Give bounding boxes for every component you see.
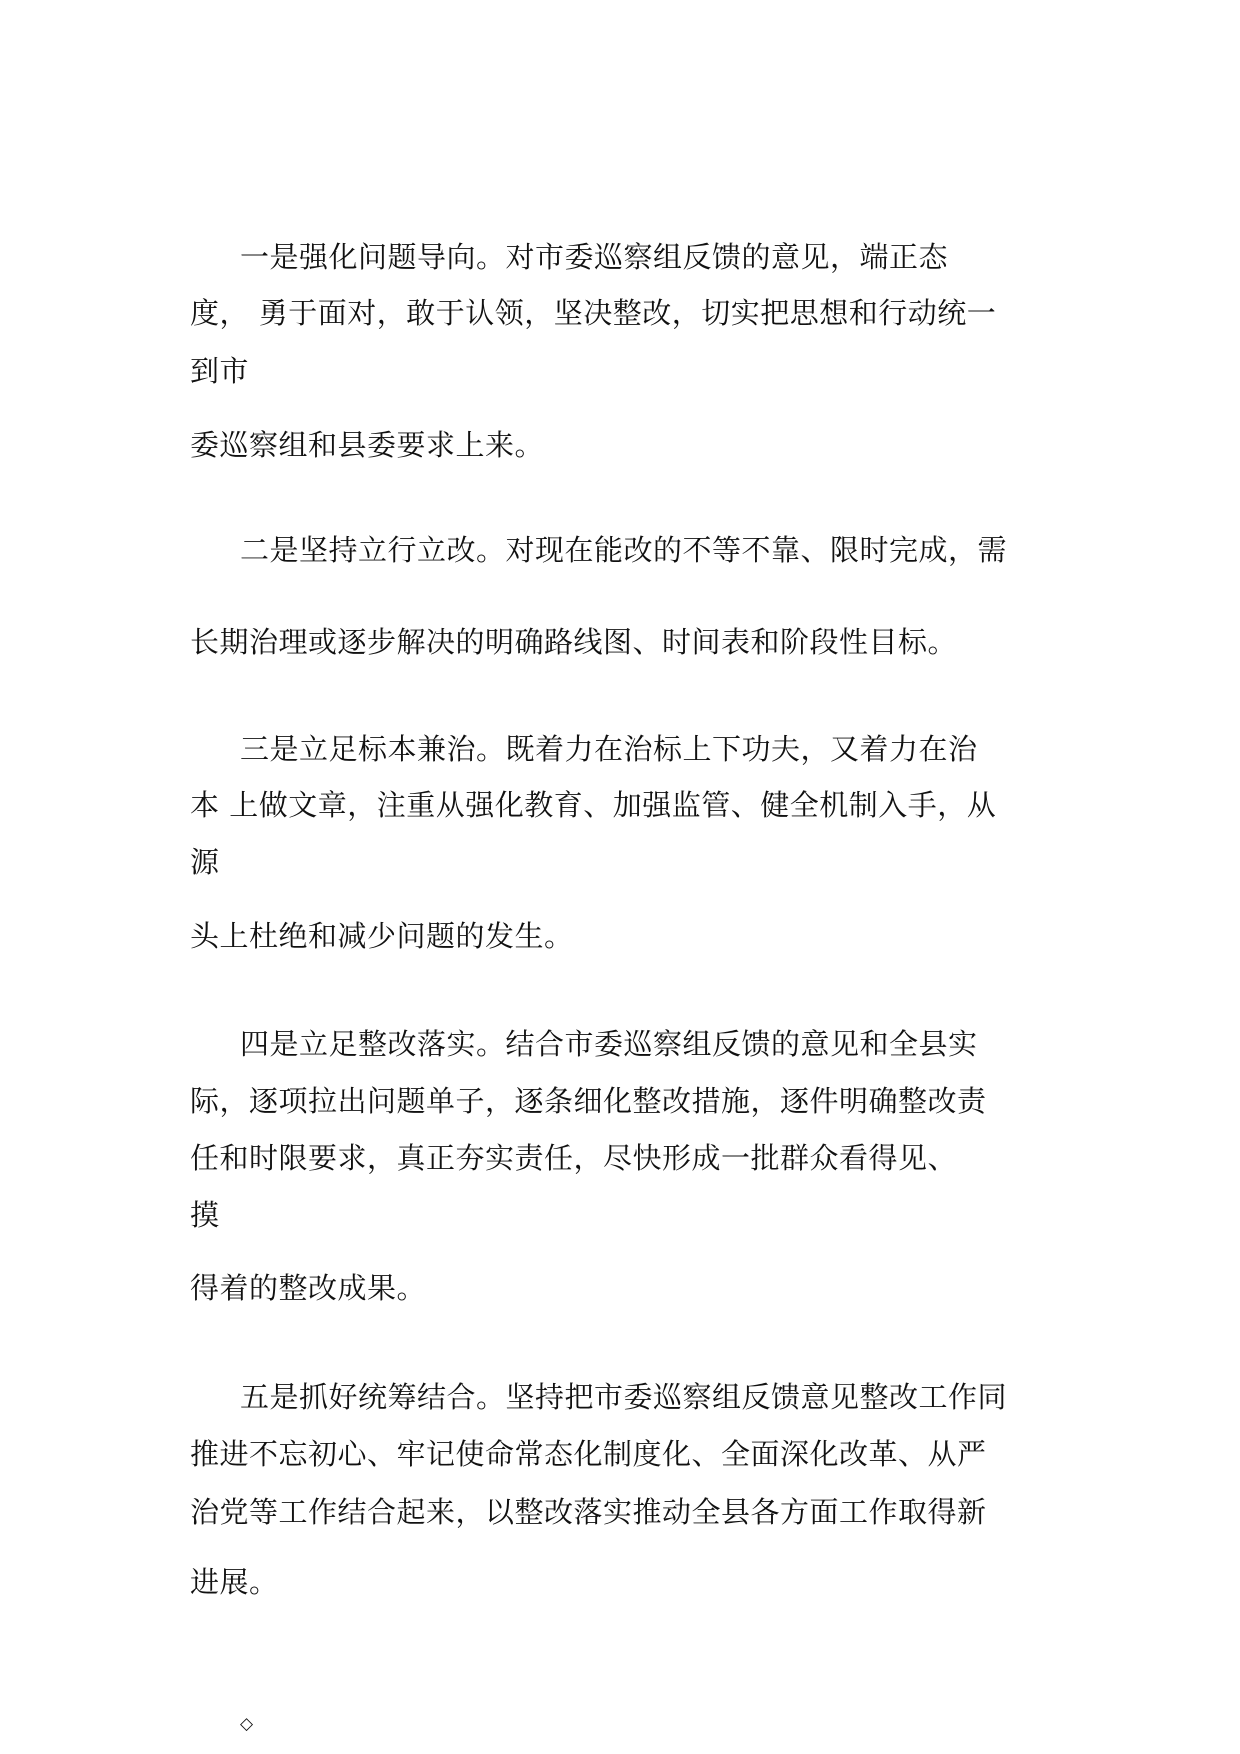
paragraph-1-line-1: 一是强化问题导向。对市委巡察组反馈的意见，端正态 xyxy=(240,240,949,274)
paragraph-3-line-3: 源 xyxy=(190,845,220,879)
paragraph-2-line-2: 长期治理或逐步解决的明确路线图、时间表和阶段性目标。 xyxy=(190,625,958,659)
paragraph-5-line-3: 治党等工作结合起来，以整改落实推动全县各方面工作取得新 xyxy=(190,1495,987,1529)
paragraph-5-line-2: 推进不忘初心、牢记使命常态化制度化、全面深化改革、从严 xyxy=(190,1437,987,1471)
paragraph-3-line-4: 头上杜绝和减少问题的发生。 xyxy=(190,919,574,953)
paragraph-5-line-4: 进展。 xyxy=(190,1565,279,1599)
paragraph-4-line-1: 四是立足整改落实。结合市委巡察组反馈的意见和全县实 xyxy=(240,1027,978,1061)
paragraph-1-line-2: 度， 勇于面对，敢于认领，坚决整改，切实把思想和行动统一 xyxy=(190,296,997,330)
paragraph-4-line-4: 摸 xyxy=(190,1198,220,1232)
paragraph-1-line-4: 委巡察组和县委要求上来。 xyxy=(190,428,545,462)
paragraph-4-line-2: 际，逐项拉出问题单子，逐条细化整改措施，逐件明确整改责 xyxy=(190,1084,987,1118)
paragraph-2-line-1: 二是坚持立行立改。对现在能改的不等不靠、限时完成，需 xyxy=(240,533,1008,567)
diamond-bullet-icon: ◇ xyxy=(240,1714,254,1734)
paragraph-4-line-3: 任和时限要求，真正夯实责任，尽快形成一批群众看得见、 xyxy=(190,1141,958,1175)
paragraph-3-line-1: 三是立足标本兼治。既着力在治标上下功夫，又着力在治 xyxy=(240,732,978,766)
paragraph-3-line-2: 本 上做文章，注重从强化教育、加强监管、健全机制入手，从 xyxy=(190,788,997,822)
paragraph-4-line-5: 得着的整改成果。 xyxy=(190,1271,427,1305)
paragraph-1-line-3: 到市 xyxy=(190,354,250,388)
paragraph-5-line-1: 五是抓好统筹结合。坚持把市委巡察组反馈意见整改工作同 xyxy=(240,1380,1008,1414)
